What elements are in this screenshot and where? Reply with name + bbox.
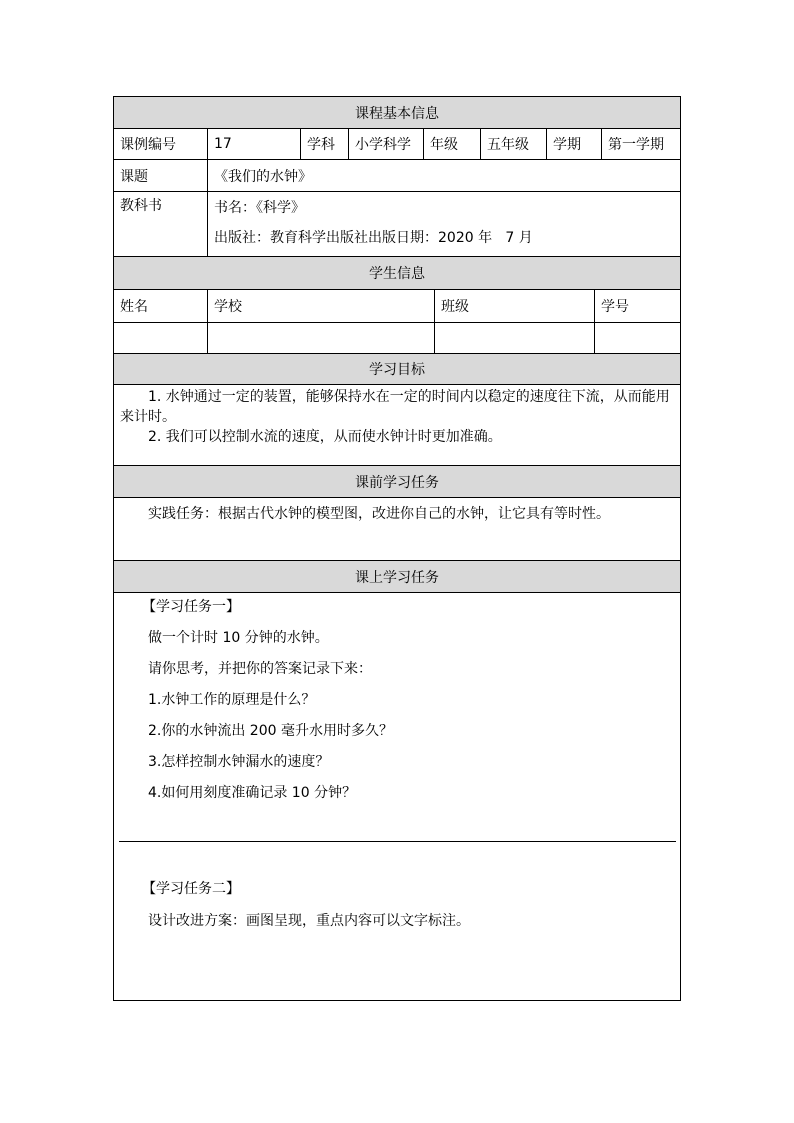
school-label: 学校 [207, 290, 434, 322]
grade-value: 五年级 [480, 129, 546, 159]
task1-question-3: 3.怎样控制水钟漏水的速度？ [148, 754, 330, 770]
textbook-label-cell [114, 192, 207, 256]
subject-value: 小学科学 [348, 129, 423, 159]
pre-class-task: 实践任务：根据古代水钟的模型图，改进你自己的水钟，让它具有等时性。 [148, 506, 610, 522]
student-id-label: 学号 [594, 290, 680, 322]
task1-question-4: 4.如何用刻度准确记录 10 分钟？ [148, 785, 357, 801]
in-class-header-text: 课上学习任务 [355, 569, 439, 586]
objectives-header [114, 354, 680, 385]
student-info-label-row [114, 290, 680, 323]
task1-line-2: 请你思考，并把你的答案记录下来： [148, 661, 372, 677]
student-id-input-cell[interactable] [594, 323, 680, 353]
school-input-cell[interactable] [207, 323, 434, 353]
name-input-cell[interactable] [114, 323, 207, 353]
student-info-header-text: 学生信息 [369, 266, 425, 282]
topic-label: 课题 [120, 168, 148, 185]
student-info-header [114, 257, 680, 290]
textbook-label: 教科书 [120, 198, 162, 214]
book-name: 书名：《科学》 [214, 200, 305, 216]
section-divider-line [119, 841, 676, 842]
publisher-info: 出版社：教育科学出版社出版日期：2020 年 7 月 [214, 230, 533, 246]
in-class-body [114, 593, 680, 1000]
topic-value: 《我们的水钟》 [207, 160, 680, 191]
class-input-cell[interactable] [434, 323, 594, 353]
pre-class-body [114, 498, 680, 561]
objective-item-1: 1. 水钟通过一定的装置，能够保持水在一定的时间内以稳定的速度往下流，从而能用来计时。 [120, 389, 670, 425]
pre-class-header [114, 466, 680, 498]
objectives-body [114, 385, 680, 466]
lesson-worksheet-table [113, 96, 681, 1001]
task1-question-2: 2.你的水钟流出 200 毫升水用时多久？ [148, 723, 393, 739]
task1-title: 【学习任务一】 [142, 599, 240, 615]
objective-item-2: 2. 我们可以控制水流的速度，从而使水钟计时更加准确。 [148, 429, 502, 445]
task2-title: 【学习任务二】 [142, 881, 240, 897]
task2-line: 设计改进方案：画图呈现，重点内容可以文字标注。 [148, 913, 470, 929]
textbook-row [114, 192, 680, 257]
lesson-no-label: 课例编号 [120, 137, 176, 153]
task1-line-1: 做一个计时 10 分钟的水钟。 [148, 630, 329, 646]
topic-row [114, 160, 680, 192]
in-class-header [114, 561, 680, 593]
lesson-no-value: 17 [207, 129, 300, 159]
course-info-header [114, 97, 680, 129]
course-info-header-text: 课程基本信息 [355, 105, 439, 122]
term-value: 第一学期 [601, 129, 680, 159]
student-info-blank-row [114, 323, 680, 354]
objectives-header-text: 学习目标 [369, 362, 425, 378]
grade-label: 年级 [423, 129, 480, 159]
name-label: 姓名 [120, 299, 148, 315]
class-label: 班级 [434, 290, 594, 322]
task1-question-1: 1.水钟工作的原理是什么？ [148, 692, 316, 708]
course-info-row [114, 129, 680, 160]
term-label: 学期 [546, 129, 601, 159]
textbook-value-cell [207, 192, 680, 256]
subject-label: 学科 [300, 129, 348, 159]
pre-class-header-text: 课前学习任务 [355, 474, 439, 491]
